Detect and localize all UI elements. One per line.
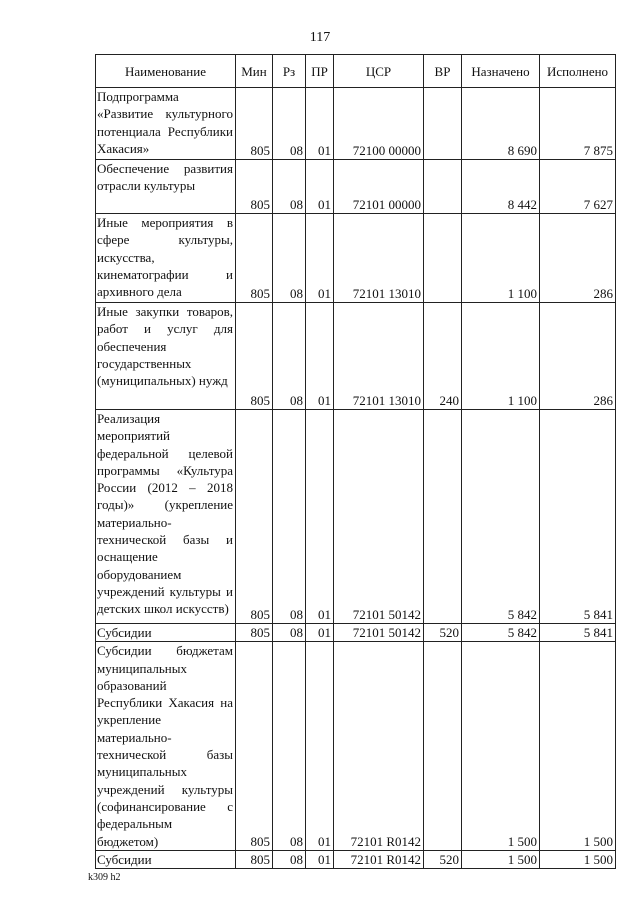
- row-rz: 08: [273, 214, 306, 303]
- row-rz: 08: [273, 160, 306, 214]
- header-min: Мин: [236, 55, 273, 88]
- row-min: 805: [236, 303, 273, 410]
- row-pr: 01: [306, 410, 334, 624]
- header-rz: Рз: [273, 55, 306, 88]
- row-vr: 240: [424, 303, 462, 410]
- table-row: [96, 624, 616, 642]
- row-csr: 72101 50142: [334, 624, 424, 642]
- row-pr: 01: [306, 88, 334, 160]
- table-row: [96, 642, 616, 851]
- row-name: Иные закупки товаров, работ и услуг для обеспечения государственных (муниципальных) нужд: [96, 303, 236, 410]
- row-assigned: 1 100: [462, 214, 540, 303]
- row-pr: 01: [306, 642, 334, 851]
- row-pr: 01: [306, 303, 334, 410]
- row-min: 805: [236, 850, 273, 868]
- row-name: Субсидии: [96, 624, 236, 642]
- header-pr: ПР: [306, 55, 334, 88]
- row-executed: 286: [540, 303, 616, 410]
- row-rz: 08: [273, 850, 306, 868]
- row-pr: 01: [306, 624, 334, 642]
- row-vr: [424, 410, 462, 624]
- header-vr: ВР: [424, 55, 462, 88]
- row-assigned: 1 100: [462, 303, 540, 410]
- header-csr: ЦСР: [334, 55, 424, 88]
- row-name: Субсидии: [96, 850, 236, 868]
- row-rz: 08: [273, 303, 306, 410]
- row-vr: 520: [424, 624, 462, 642]
- row-vr: [424, 160, 462, 214]
- row-pr: 01: [306, 850, 334, 868]
- table-row: [96, 410, 616, 624]
- row-min: 805: [236, 642, 273, 851]
- row-executed: 5 841: [540, 624, 616, 642]
- header-name: Наименование: [96, 55, 236, 88]
- row-min: 805: [236, 410, 273, 624]
- row-executed: 5 841: [540, 410, 616, 624]
- row-csr: 72101 50142: [334, 410, 424, 624]
- row-assigned: 5 842: [462, 410, 540, 624]
- row-rz: 08: [273, 624, 306, 642]
- row-executed: 7 627: [540, 160, 616, 214]
- row-min: 805: [236, 88, 273, 160]
- row-vr: [424, 88, 462, 160]
- row-name: Подпрограмма «Развитие культурного потенциала Республики Хакасия»: [96, 88, 236, 160]
- page-number: 117: [309, 30, 331, 45]
- row-min: 805: [236, 160, 273, 214]
- row-name: Реализация мероприятий федеральной целевой программы «Культура России (2012 – 2018 годы)» (укрепление материально-технической базы и оснащение оборудованием учреждений культуры и детских школ искусств): [96, 410, 236, 624]
- row-executed: 7 875: [540, 88, 616, 160]
- row-vr: 520: [424, 850, 462, 868]
- row-assigned: 1 500: [462, 642, 540, 851]
- header-assigned: Назначено: [462, 55, 540, 88]
- footer-code: k309 h2: [88, 872, 121, 883]
- row-csr: 72100 00000: [334, 88, 424, 160]
- row-csr: 72101 00000: [334, 160, 424, 214]
- row-csr: 72101 R0142: [334, 642, 424, 851]
- row-vr: [424, 214, 462, 303]
- row-name: Обеспечение развития отрасли культуры: [96, 160, 236, 214]
- row-executed: 1 500: [540, 850, 616, 868]
- row-assigned: 1 500: [462, 850, 540, 868]
- row-rz: 08: [273, 642, 306, 851]
- row-csr: 72101 13010: [334, 214, 424, 303]
- row-pr: 01: [306, 160, 334, 214]
- row-min: 805: [236, 624, 273, 642]
- row-csr: 72101 R0142: [334, 850, 424, 868]
- budget-table: [95, 54, 616, 869]
- row-rz: 08: [273, 88, 306, 160]
- table-row: [96, 214, 616, 303]
- row-assigned: 8 690: [462, 88, 540, 160]
- row-csr: 72101 13010: [334, 303, 424, 410]
- table-row: [96, 88, 616, 160]
- row-pr: 01: [306, 214, 334, 303]
- header-executed: Исполнено: [540, 55, 616, 88]
- row-name: Иные мероприятия в сфере культуры, искусства, кинематографии и архивного дела: [96, 214, 236, 303]
- row-assigned: 8 442: [462, 160, 540, 214]
- row-min: 805: [236, 214, 273, 303]
- row-vr: [424, 642, 462, 851]
- table-row: [96, 850, 616, 868]
- row-executed: 286: [540, 214, 616, 303]
- row-executed: 1 500: [540, 642, 616, 851]
- table-row: [96, 303, 616, 410]
- row-assigned: 5 842: [462, 624, 540, 642]
- table-header-row: [96, 55, 616, 88]
- table-row: [96, 160, 616, 214]
- row-rz: 08: [273, 410, 306, 624]
- row-name: Субсидии бюджетам муниципальных образований Республики Хакасия на укрепление материально-технической базы муниципальных учреждений культуры (софинансирование с федеральным бюджетом): [96, 642, 236, 851]
